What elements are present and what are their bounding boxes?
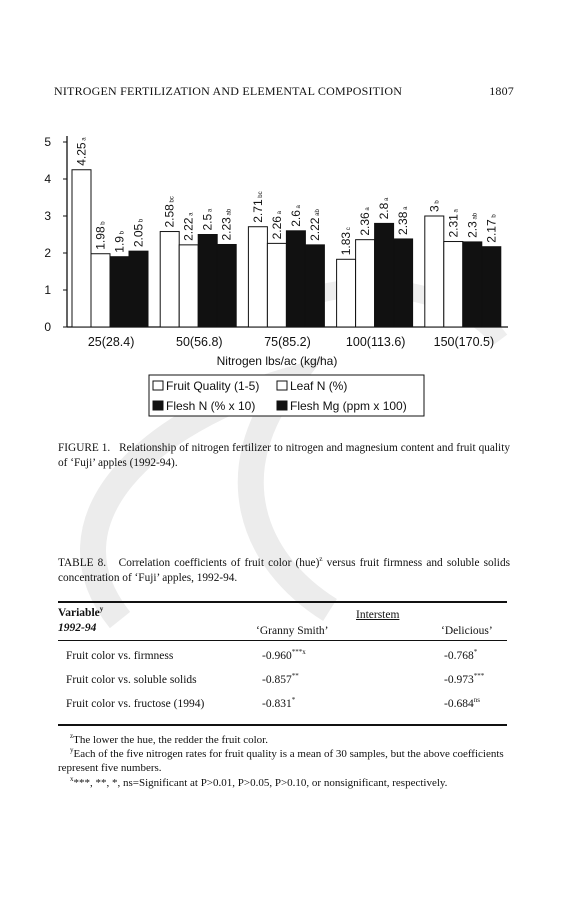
figure-caption: [58, 441, 510, 471]
y-tick-label: 4: [44, 172, 51, 186]
legend-label: Leaf N (%): [290, 379, 348, 393]
bar: [286, 231, 305, 327]
bar: [179, 245, 198, 327]
footnote-y-text: Each of the five nitrogen rates for fruit quality is a mean of 30 samples, but the above coefficients represent five numbers.: [58, 748, 504, 774]
data-label-value: 4.25: [74, 142, 89, 166]
y-tick-label: 2: [44, 246, 51, 260]
value-granny-smith: [262, 674, 299, 686]
footnote-x-marker: x: [70, 775, 74, 783]
significance-letter: a: [81, 137, 88, 143]
value-text: -0.831: [262, 698, 292, 710]
significance-letter: b: [119, 230, 126, 237]
data-label-value: 2.31: [446, 214, 461, 238]
page-number: 1807: [489, 84, 514, 98]
significance-letter: bc: [257, 191, 264, 200]
data-label-value: 2.5: [200, 213, 215, 231]
bar: [305, 245, 324, 327]
data-label: [132, 218, 146, 247]
x-tick-label: 150(170.5): [433, 335, 495, 349]
bar: [375, 223, 394, 327]
data-label: [251, 191, 265, 222]
value-delicious: [444, 650, 477, 662]
value-text: -0.973: [444, 674, 474, 686]
bar: [267, 243, 286, 327]
x-axis-title: Nitrogen lbs/ac (kg/ha): [216, 354, 338, 368]
col-variable: [58, 607, 103, 619]
significance-letter: b: [491, 214, 498, 220]
bar: [248, 227, 267, 327]
data-label: [182, 212, 196, 241]
value-text: -0.768: [444, 650, 474, 662]
bar: [91, 254, 110, 327]
value-sup: ***x: [291, 648, 306, 656]
col-granny-smith: ‘Granny Smith’: [256, 625, 329, 637]
data-label-value: 2.17: [484, 219, 499, 243]
bar: [217, 244, 236, 327]
data-label-value: 2.36: [358, 212, 373, 236]
data-label: [201, 208, 215, 230]
data-label-value: 2.71: [250, 199, 265, 223]
bar: [425, 216, 444, 327]
bar: [160, 232, 179, 327]
data-label: [220, 208, 234, 240]
data-label: [446, 209, 460, 238]
significance-letter: a: [188, 212, 195, 218]
data-label-value: 2.05: [131, 223, 146, 248]
legend-label: Fruit Quality (1-5): [166, 379, 260, 393]
data-label-value: 1.83: [339, 231, 354, 256]
data-label-value: 2.38: [396, 211, 411, 235]
bar: [356, 240, 375, 327]
y-tick-label: 3: [44, 209, 51, 223]
data-label: [270, 210, 284, 239]
figure-caption-text: Relationship of nitrogen fertilizer to nitrogen and magnesium content and fruit quality of ‘Fuji’ apples (1992-94).: [58, 442, 510, 469]
data-label-value: 1.9: [112, 236, 127, 253]
significance-letter: b: [138, 218, 145, 224]
footnote-y: [58, 747, 510, 775]
bar: [129, 251, 148, 327]
significance-letter: ab: [226, 208, 233, 218]
data-label: [377, 197, 391, 219]
data-label-value: 2.58: [162, 204, 177, 228]
bar: [110, 257, 129, 327]
data-label: [94, 221, 108, 250]
data-label: [358, 207, 372, 236]
x-tick-label: 50(56.8): [176, 335, 223, 349]
x-tick-label: 75(85.2): [264, 335, 311, 349]
value-granny-smith: [262, 650, 306, 662]
significance-letter: a: [453, 209, 460, 215]
data-label-value: 2.23: [219, 217, 234, 241]
value-sup: *: [473, 648, 478, 656]
data-label-value: 2.3: [465, 221, 480, 238]
table-caption-label: TABLE 8.: [58, 557, 107, 569]
bar: [337, 259, 356, 327]
col-group-interstem: Interstem: [356, 609, 400, 621]
data-label: [396, 206, 410, 235]
figure-1-chart: [30, 125, 510, 425]
significance-letter: ab: [314, 209, 321, 218]
running-head: [54, 84, 514, 99]
footnote-z-marker: z: [70, 732, 74, 740]
data-label-value: 2.6: [288, 210, 303, 227]
col-variable-text: Variable: [58, 607, 100, 619]
table-caption-sup: z: [319, 555, 323, 563]
legend-swatch: [277, 401, 287, 410]
col-variable-sup: y: [99, 605, 104, 613]
y-tick-label: 1: [44, 283, 51, 297]
data-label: [308, 208, 322, 240]
value-sup: ***: [473, 672, 485, 680]
row-label: Fruit color vs. fructose (1994): [66, 698, 205, 710]
data-label: [289, 204, 303, 226]
value-delicious: [444, 674, 484, 686]
value-text: -0.857: [262, 674, 292, 686]
data-label-value: 1.98: [93, 226, 108, 250]
running-head-title: NITROGEN FERTILIZATION AND ELEMENTAL COMPOSITION: [54, 84, 403, 98]
col-years: 1992-94: [58, 622, 97, 634]
value-text: -0.960: [262, 650, 292, 662]
legend-swatch: [153, 381, 163, 390]
value-granny-smith: [262, 698, 295, 710]
data-label-value: 2.26: [269, 216, 284, 240]
table-top-rule: [58, 601, 507, 603]
significance-letter: ab: [472, 212, 479, 222]
bar: [482, 247, 501, 327]
value-delicious: [444, 698, 480, 710]
significance-letter: a: [403, 206, 410, 212]
footnote-y-marker: y: [70, 746, 74, 754]
bar: [394, 239, 413, 327]
figure-caption-label: FIGURE 1.: [58, 442, 111, 454]
data-label: [75, 137, 89, 166]
significance-letter: a: [295, 205, 302, 211]
significance-letter: c: [346, 227, 353, 232]
data-label-value: 2.22: [181, 217, 196, 241]
significance-letter: b: [100, 221, 107, 227]
col-delicious: ‘Delicious’: [441, 625, 493, 637]
significance-letter: a: [365, 207, 372, 213]
legend-swatch: [277, 381, 287, 390]
footnote-x-text: ***, **, *, ns=Significant at P>0.01, P>0.05, P>0.10, or nonsignificant, respectively.: [73, 777, 448, 789]
value-text: -0.684: [444, 698, 474, 710]
y-tick-label: 0: [44, 320, 51, 334]
footnote-z: [58, 733, 510, 747]
table-header-rule: [58, 640, 507, 641]
significance-letter: a: [276, 211, 283, 217]
data-label: [465, 212, 479, 238]
legend-label: Flesh N (% x 10): [166, 399, 256, 413]
value-sup: **: [291, 672, 299, 680]
bar: [444, 242, 463, 327]
footnote-x: [58, 776, 510, 790]
bar: [72, 170, 91, 327]
table-caption: [58, 556, 510, 586]
legend-swatch: [153, 401, 163, 410]
significance-letter: b: [434, 200, 441, 206]
table-bottom-rule: [58, 724, 507, 726]
data-label: [163, 196, 177, 227]
value-sup: ns: [473, 696, 480, 704]
data-label-value: 3: [427, 205, 442, 212]
data-label: [484, 214, 498, 243]
y-tick-label: 5: [44, 135, 51, 149]
data-label-value: 2.8: [377, 202, 392, 220]
significance-letter: a: [384, 197, 391, 203]
table-caption-text-after: versus fruit firmness and soluble solids concentration of ‘Fuji’ apples, 1992-94.: [58, 557, 510, 584]
legend-label: Flesh Mg (ppm x 100): [290, 399, 407, 413]
bar: [463, 242, 482, 327]
bar: [198, 235, 217, 328]
significance-letter: a: [207, 208, 214, 214]
value-sup: *: [291, 696, 296, 704]
row-label: Fruit color vs. soluble solids: [66, 674, 197, 686]
row-label: Fruit color vs. firmness: [66, 650, 174, 662]
data-label-value: 2.22: [307, 217, 322, 241]
x-tick-label: 25(28.4): [87, 335, 135, 349]
x-tick-label: 100(113.6): [345, 335, 406, 349]
footnote-z-text: The lower the hue, the redder the fruit color.: [73, 734, 268, 746]
data-label: [427, 200, 441, 212]
significance-letter: bc: [169, 196, 176, 205]
data-label: [113, 230, 127, 252]
table-caption-text-before: Correlation coefficients of fruit color (hue): [118, 557, 320, 569]
data-label: [339, 227, 353, 255]
